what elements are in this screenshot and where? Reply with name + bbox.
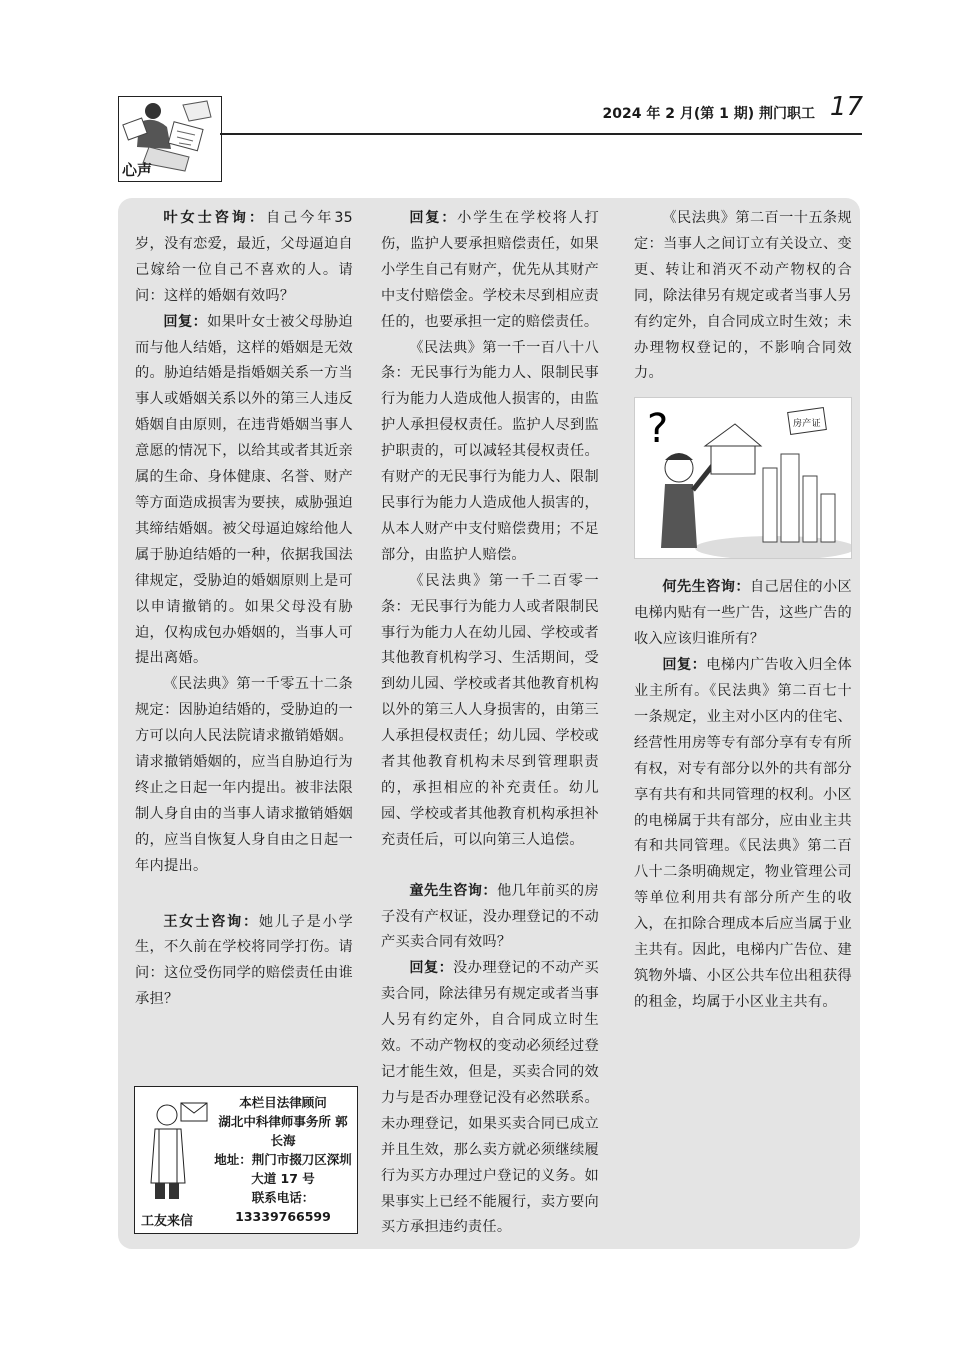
column-1 [135, 206, 353, 1013]
page-number: 17 [829, 92, 863, 122]
house-question-icon [635, 398, 851, 558]
column-2 [381, 206, 599, 1241]
svg-text:?: ? [647, 406, 669, 453]
question-1: 叶女士咨询：自己今年35 岁，没有恋爱，最近，父母逼迫自己嫁给一位自己不喜欢的人。请问：这样的婚姻有效吗？ [135, 210, 353, 304]
mail-worker-icon [141, 1095, 211, 1203]
asker-4: 何先生咨询： [662, 579, 750, 596]
box-signature: 工友来信 [141, 1214, 194, 1229]
question-2: 王女士咨询：她儿子是小学生，不久前在学校将同学打伤。请问：这位受伤同学的赔偿责任由谁承担？ [135, 913, 353, 1008]
asker-3: 童先生咨询： [409, 882, 497, 899]
reply-3: 回复：没办理登记的不动产买卖合同，除法律另有规定或者当事人另有约定外，自合同成立时生效。不动产物权的变动必须经过登记才能生效，但是，买卖合同的效力与是否办理登记没有必然联系。未办理登记，如果买卖合同已成立并且生效，那么卖方就必须继续履行为买方办理过户登记的义务。如果事实上已经不能履行，卖方要向买方承担违约责任。 [381, 960, 599, 1236]
issue-info: 2024 年 2 月(第 1 期) 荆门职工 [602, 106, 815, 122]
column-logo [118, 96, 222, 182]
phone-number: 13339766599 [235, 1209, 331, 1224]
column-3 [634, 206, 852, 1016]
header-rule [220, 133, 862, 135]
question-3: 童先生咨询：他几年前买的房子没有产权证，没办理登记的不动产买卖合同有效吗？ [381, 882, 599, 951]
house-cartoon [634, 397, 852, 559]
law-2a: 《民法典》第一千一百八十八条：无民事行为能力人、限制民事行为能力人造成他人损害的，由监护人承担侵权责任。监护人尽到监护职责的，可以减轻其侵权责任。有财产的无民事行为能力人、限制民事行为能力人造成他人损害的，从本人财产中支付赔偿费用；不足部分，由监护人赔偿。 [381, 339, 599, 563]
reply-4: 回复：电梯内广告收入归全体业主所有。《民法典》第二百七十一条规定，业主对小区内的住宅、经营性用房等专有部分享有专有所有权，对专有部分以外的共有部分享有共有和共同管理的权利。小区的电梯属于共有部分，应由业主共有和共同管理。《民法典》第二百八十二条明确规定，物业管理公司等单位利用共有部分所产生的收入，在扣除合理成本后应当属于业主共有。因此，电梯内广告位、建筑物外墙、小区公共车位出租获得的租金，均属于小区业主共有。 [634, 657, 852, 1010]
law-3: 《民法典》第二百一十五条规定：当事人之间订立有关设立、变更、转让和消灭不动产物权的合同，除法律另有规定或者当事人另有约定外，自合同成立时生效；未办理物权登记的，不影响合同效力。 [634, 210, 852, 382]
asker-1: 叶女士咨询： [163, 210, 266, 226]
law-2b: 《民法典》第一千二百零一条：无民事行为能力人或者限制民事行为能力人在幼儿园、学校或者其他教育机构学习、生活期间，受到幼儿园、学校或者其他教育机构以外的第三人人身损害的，由第三人承担侵权责任；幼儿园、学校或者其他教育机构未尽到管理职责的，承担相应的补充责任。幼儿园、学校或者其他教育机构承担补充责任后，可以向第三人追偿。 [381, 572, 599, 848]
column-name: 心声 [122, 161, 153, 179]
law-1: 《民法典》第一千零五十二条规定：因胁迫结婚的，受胁迫的一方可以向人民法院请求撤销婚姻。请求撤销婚姻的，应当自胁迫行为终止之日起一年内提出。被非法限制人身自由的当事人请求撤销婚姻的，应当自恢复人身自由之日起一年内提出。 [135, 676, 353, 874]
question-4: 何先生咨询：自己居住的小区电梯内贴有一些广告，这些广告的收入应该归谁所有？ [634, 579, 852, 648]
legal-advisor-box [134, 1086, 358, 1234]
reply-1: 回复：如果叶女士被父母胁迫而与他人结婚，这样的婚姻是无效的。胁迫结婚是指婚姻关系一方当事人或婚姻关系以外的第三人违反婚姻自由原则，在违背婚姻当事人意愿的情况下，以给其或者其近亲属的生命、身体健康、名誉、财产等方面造成损害为要挟，威胁强迫其缔结婚姻。被父母逼迫嫁给他人属于胁迫结婚的一种，依据我国法律规定，受胁迫的婚姻原则上是可以申请撤销的。如果父母没有胁迫，仅构成包办婚姻的，当事人可提出离婚。 [135, 313, 353, 667]
asker-2: 王女士咨询： [163, 913, 259, 930]
reply-2: 回复：小学生在学校将人打伤，监护人要承担赔偿责任，如果小学生自己有财产，优先从其财产中支付赔偿金。学校未尽到相应责任的，也要承担一定的赔偿责任。 [381, 210, 599, 330]
svg-text:房产证: 房产证 [793, 419, 821, 430]
advisor-info: 本栏目法律顾问 湖北中科律师事务所 郭长海 地址：荆门市掇刀区深圳大道 17 号 联系电话： 13339766599 [214, 1095, 352, 1224]
